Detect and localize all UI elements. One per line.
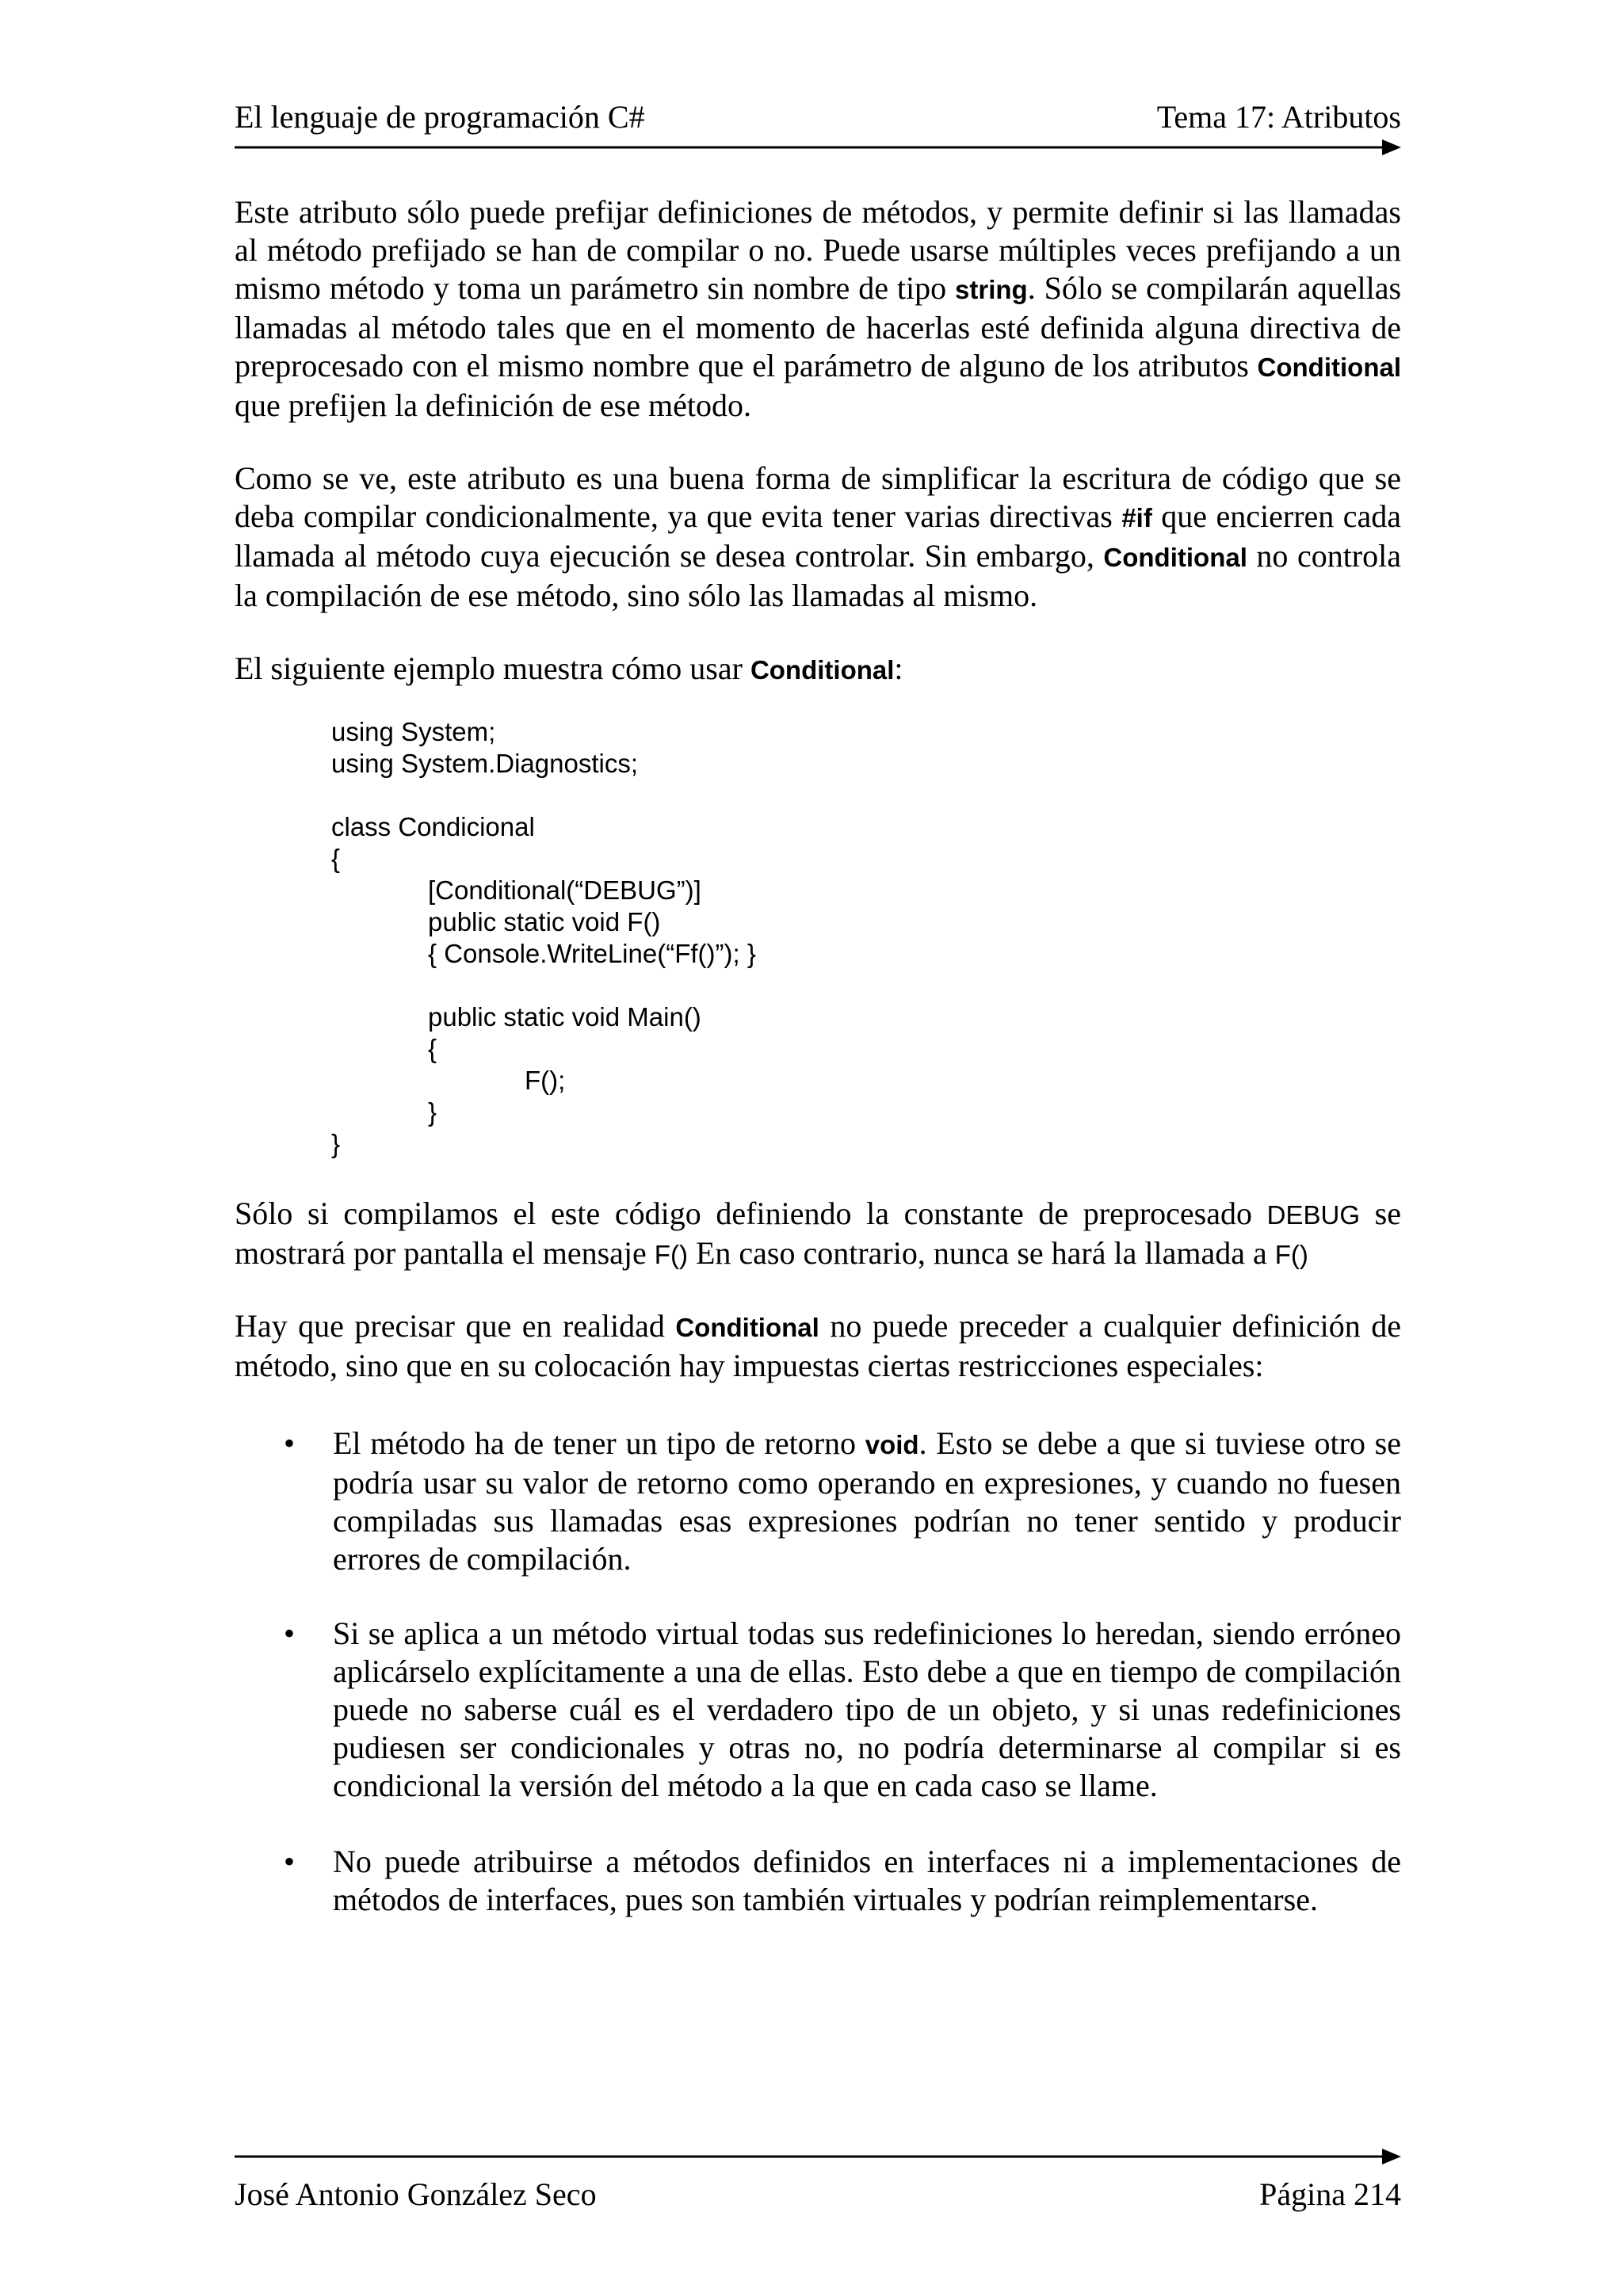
keyword-conditional: Conditional	[750, 655, 895, 685]
text: . Sólo se compilarán aquellas llamadas al método tales que en el momento de hacerlas esté definida alguna directiva de preprocesado con el mismo nombre que el parámetro de alguno de los atributos	[235, 270, 1402, 383]
code-line: { Console.WriteLine(“Ff()”); }	[428, 939, 756, 968]
bullet-marker: •	[284, 1615, 296, 1651]
code-line: public static void F()	[428, 907, 661, 936]
header-chapter-title: Tema 17: Atributos	[1156, 99, 1401, 135]
code-line: }	[428, 1097, 437, 1127]
keyword-void: void	[865, 1430, 919, 1459]
header-rule-arrow	[235, 136, 1401, 158]
code-line: F();	[525, 1066, 566, 1095]
text: El siguiente ejemplo muestra cómo usar	[235, 650, 750, 686]
keyword-if: #if	[1121, 503, 1152, 532]
code-line: class Condicional	[331, 812, 535, 841]
code-line: using System.Diagnostics;	[331, 749, 638, 778]
keyword-string: string	[955, 275, 1028, 304]
footer-author: José Antonio González Seco	[235, 2176, 597, 2212]
keyword-conditional: Conditional	[1257, 353, 1401, 382]
code-line: using System;	[331, 717, 496, 746]
keyword-conditional: Conditional	[675, 1313, 819, 1342]
footer-page-number: Página 214	[1259, 2176, 1401, 2212]
text: No puede atribuirse a métodos definidos en interfaces ni a implementaciones de métodos de interfaces, pues son también virtuales y podrían reimplementarse.	[333, 1844, 1401, 1917]
text: En caso contrario, nunca se hará la llamada a	[687, 1235, 1275, 1271]
paragraph-restrictions-intro	[235, 1307, 1401, 1385]
text: no controla la compilación de ese método, sino sólo las llamadas al mismo.	[235, 538, 1401, 613]
code-line: public static void Main()	[428, 1002, 701, 1032]
code-line: {	[428, 1034, 437, 1063]
bullet-item-interfaces	[333, 1843, 1401, 1919]
page-footer	[235, 2171, 1401, 2218]
code-line: {	[331, 844, 341, 873]
text: se mostrará por pantalla el mensaje	[235, 1196, 1401, 1271]
paragraph-simplify	[235, 460, 1401, 615]
text: que prefijen la definición de ese método.	[235, 387, 751, 423]
text: :	[894, 650, 903, 686]
text: no puede preceder a cualquier definición de método, sino que en su colocación hay impuestas ciertas restricciones especiales:	[235, 1308, 1402, 1383]
code-line: }	[331, 1129, 341, 1158]
keyword-f-call: F()	[654, 1240, 688, 1269]
text: . Esto se debe a que si tuviese otro se podría usar su valor de retorno como operando en expresiones, y cuando no fuesen compiladas sus llamadas esas expresiones podrían no tener sentido y producir errores de compilación.	[333, 1425, 1401, 1577]
paragraph-debug-explanation	[235, 1195, 1401, 1274]
text: que encierren cada llamada al método cuya ejecución se desea controlar. Sin embargo,	[235, 498, 1401, 574]
page-header	[235, 93, 1401, 141]
footer-rule-arrow	[235, 2145, 1401, 2168]
bullet-item-virtual-method	[333, 1615, 1401, 1805]
text: Hay que precisar que en realidad	[235, 1308, 676, 1344]
bullet-marker: •	[284, 1425, 296, 1461]
text: Este atributo sólo puede prefijar definiciones de métodos, y permite definir si las llamadas al método prefijado se han de compilar o no. Puede usarse múltiples veces prefijando a un mismo método y toma un parámetro sin nombre de tipo	[235, 194, 1401, 306]
keyword-debug: DEBUG	[1266, 1200, 1361, 1230]
text: El método ha de tener un tipo de retorno	[333, 1425, 865, 1461]
text: Como se ve, este atributo es una buena forma de simplificar la escritura de código que se deba compilar condicionalmente, ya que evita tener varias directivas	[235, 460, 1401, 534]
header-book-title: El lenguaje de programación C#	[235, 99, 645, 135]
paragraph-conditional-intro	[235, 193, 1401, 425]
keyword-conditional: Conditional	[1103, 543, 1247, 572]
text: Si se aplica a un método virtual todas sus redefiniciones lo heredan, siendo erróneo aplicárselo explícitamente a una de ellas. Esto debe a que en tiempo de compilación puede no saberse cuál es el verdadero tipo de un objeto, y si unas redefiniciones pudiesen ser condicionales y otras no, no podría determinarse al compilar si es condicional la versión del método a la que en cada caso se llame.	[333, 1615, 1401, 1803]
text: Sólo si compilamos el este código definiendo la constante de preprocesado	[235, 1196, 1267, 1231]
keyword-f-call: F()	[1274, 1240, 1308, 1269]
paragraph-example-intro	[235, 650, 1401, 689]
code-line: [Conditional(“DEBUG”)]	[428, 875, 701, 905]
bullet-marker: •	[284, 1844, 296, 1879]
bullet-item-void-return	[333, 1425, 1401, 1578]
